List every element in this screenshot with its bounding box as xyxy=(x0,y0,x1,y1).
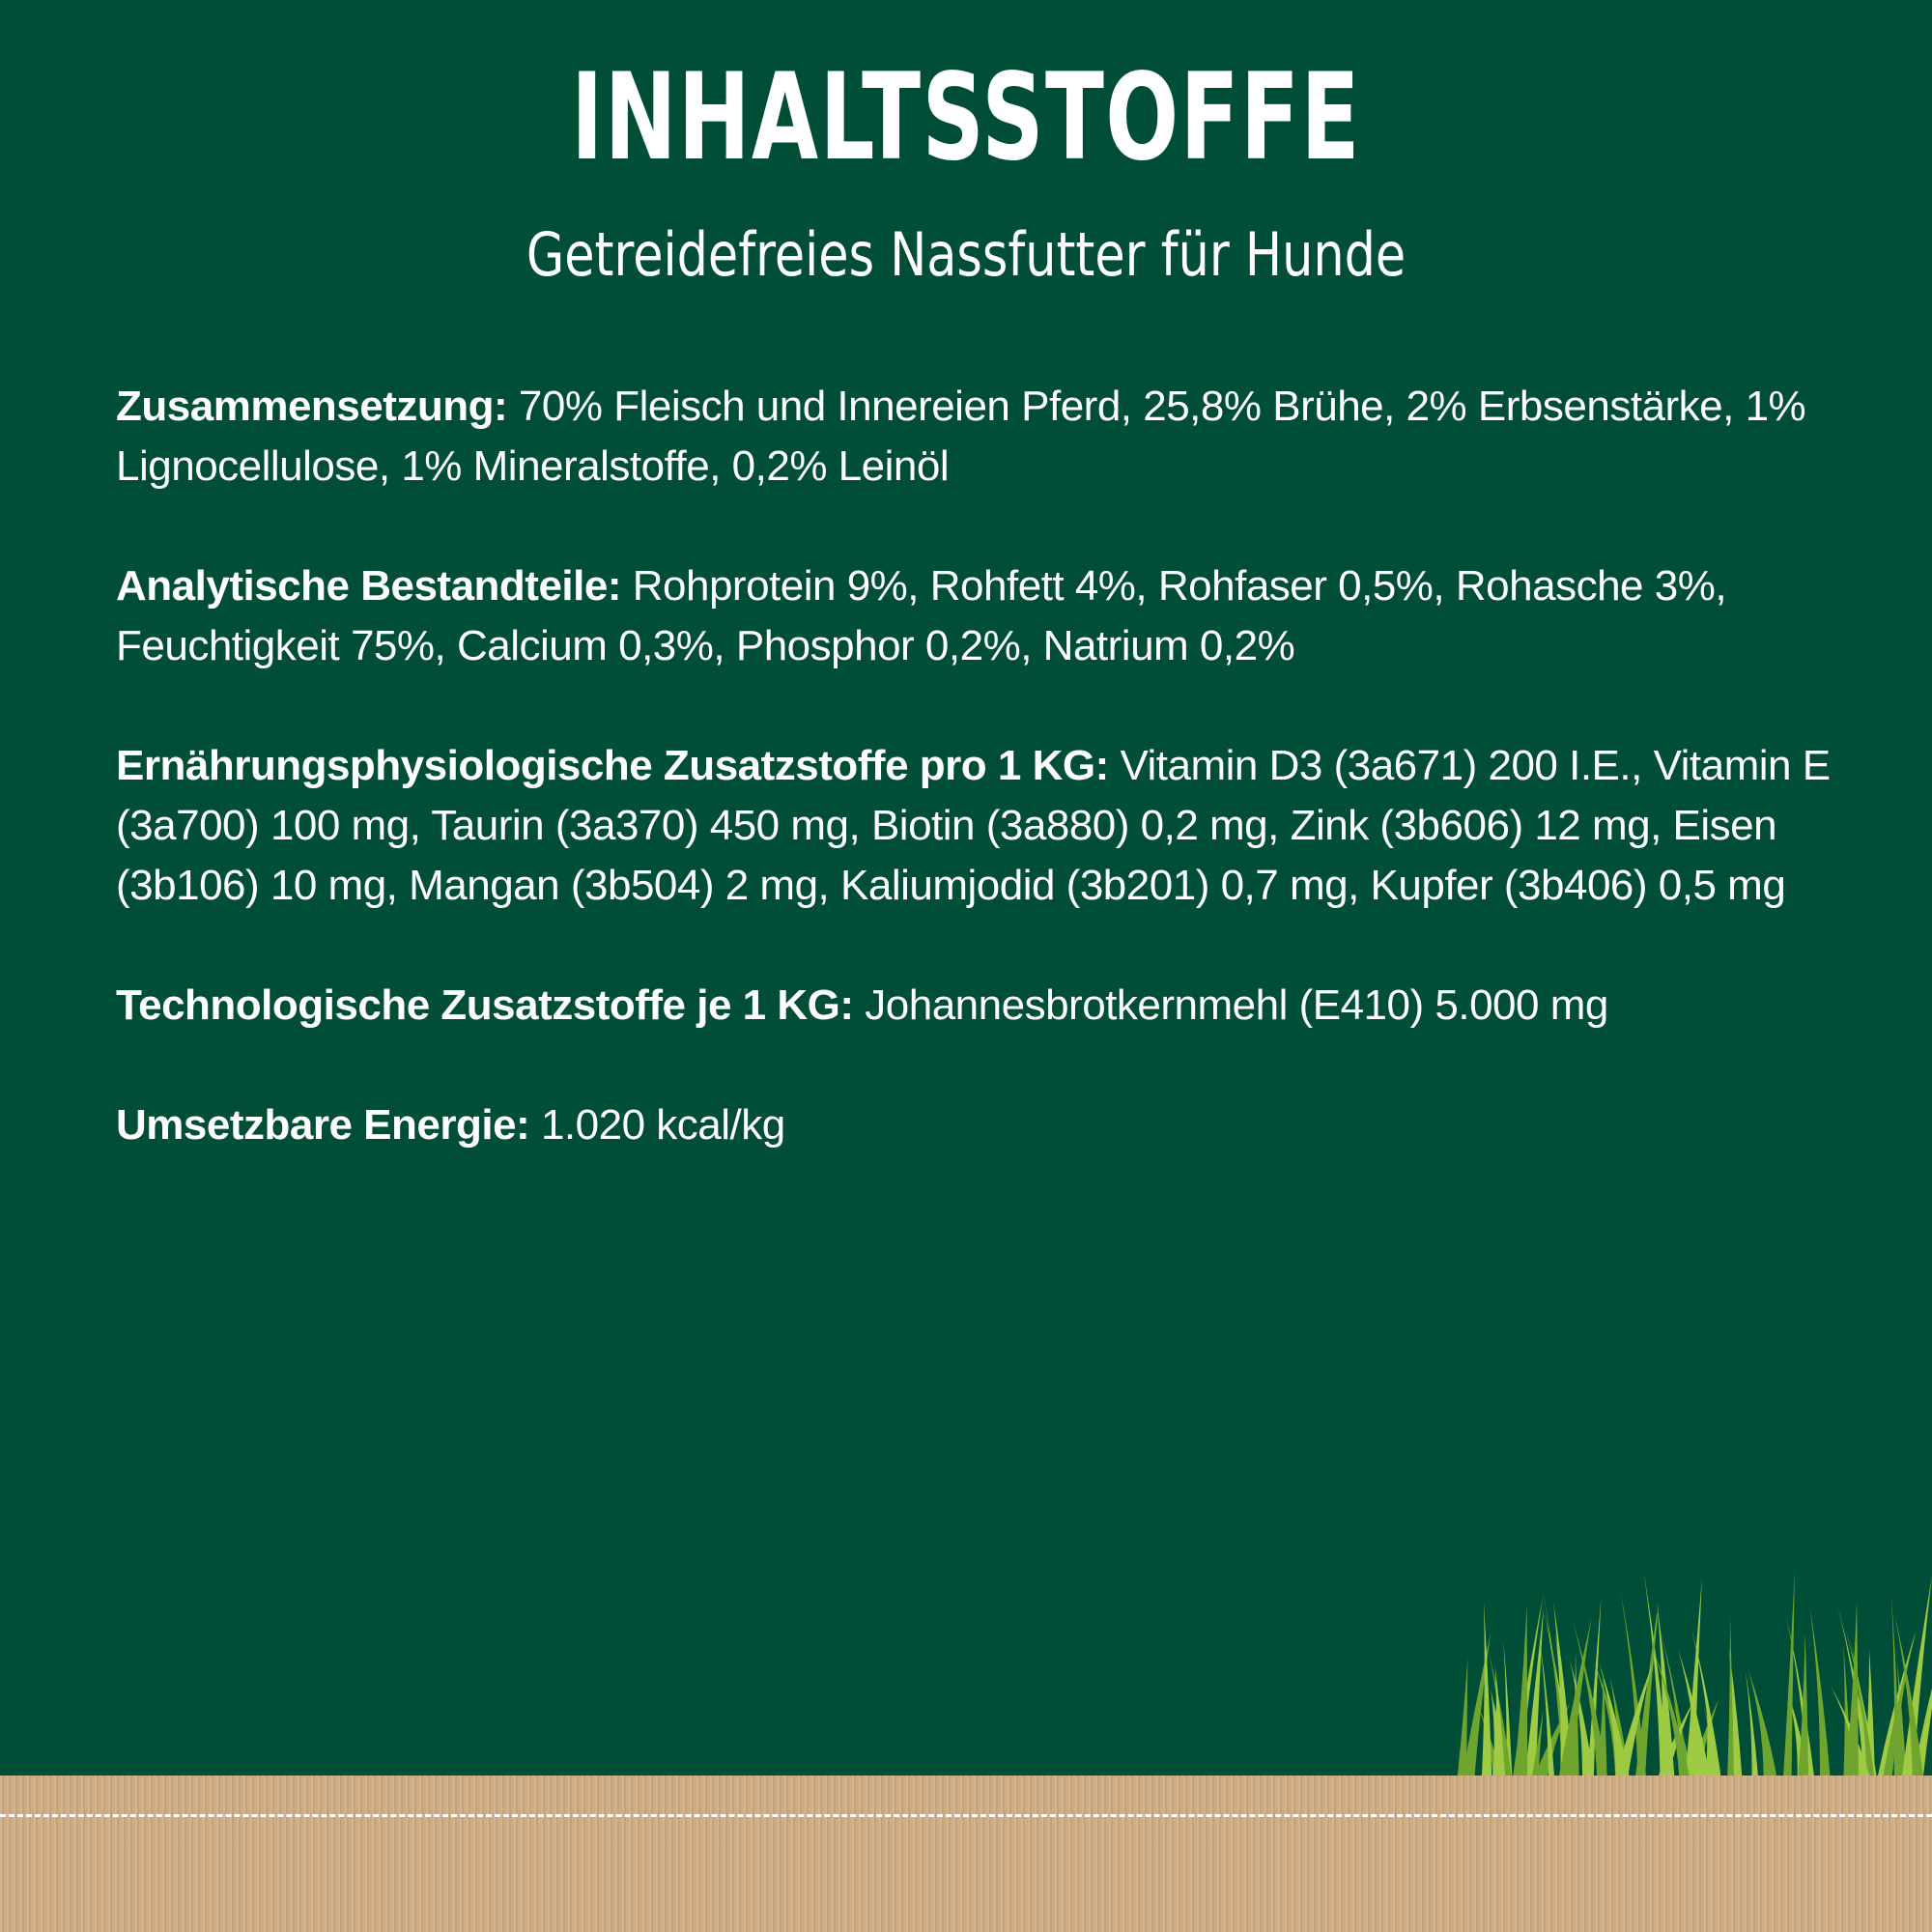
grass-blade xyxy=(1482,1603,1492,1777)
section-text: 1.020 kcal/kg xyxy=(540,1101,785,1149)
page-title: INHALTSSTOFFE xyxy=(571,48,1361,187)
section-analytical-constituents xyxy=(116,556,1845,676)
page-subtitle: Getreidefreies Nassfutter für Hunde xyxy=(526,219,1406,290)
section-label: Zusammensetzung: xyxy=(116,383,508,430)
section-text: Johannesbrotkernmehl (E410) 5.000 mg xyxy=(865,981,1608,1029)
section-nutritional-additives xyxy=(116,736,1845,916)
grass-blade xyxy=(1514,1605,1527,1777)
section-composition xyxy=(116,377,1845,497)
section-label: Ernährungsphysiologische Zusatzstoffe pro 1 KG: xyxy=(116,742,1109,789)
section-metabolizable-energy xyxy=(116,1095,1845,1155)
grass-blade xyxy=(1783,1571,1795,1777)
section-technological-additives xyxy=(116,976,1845,1036)
section-text: Vitamin D3 (3a671) 200 I.E., Vitamin E (3a700) 100 mg, Taurin (3a370) 450 mg, Biotin (3a880) 0,2 mg, Zink (3b606) 12 mg, Eisen (3b106) 10 mg, Mangan (3b504) 2 mg, Kaliumjodid (3b201) 0,7 mg, Kupfer (3b406) 0,5 mg xyxy=(116,742,1831,909)
section-text: Rohprotein 9%, Rohfett 4%, Rohfaser 0,5%, Rohasche 3%, Feuchtigkeit 75%, Calcium 0,3%, Phosphor 0,2%, Natrium 0,2% xyxy=(116,562,1727,669)
section-label: Umsetzbare Energie: xyxy=(116,1101,530,1149)
section-label: Analytische Bestandteile: xyxy=(116,562,621,610)
cardboard-ground xyxy=(0,1776,1932,1932)
grass-blade xyxy=(1746,1671,1758,1777)
dashed-divider xyxy=(0,1814,1932,1817)
section-label: Technologische Zusatzstoffe je 1 KG: xyxy=(116,981,854,1029)
ingredient-sections xyxy=(116,377,1845,1215)
grass-blade xyxy=(1810,1607,1831,1777)
grass-icon xyxy=(1449,1555,1932,1777)
section-text: 70% Fleisch und Innereien Pferd, 25,8% Brühe, 2% Erbsenstärke, 1% Lignocellulose, 1% Mineralstoffe, 0,2% Leinöl xyxy=(116,383,1806,490)
